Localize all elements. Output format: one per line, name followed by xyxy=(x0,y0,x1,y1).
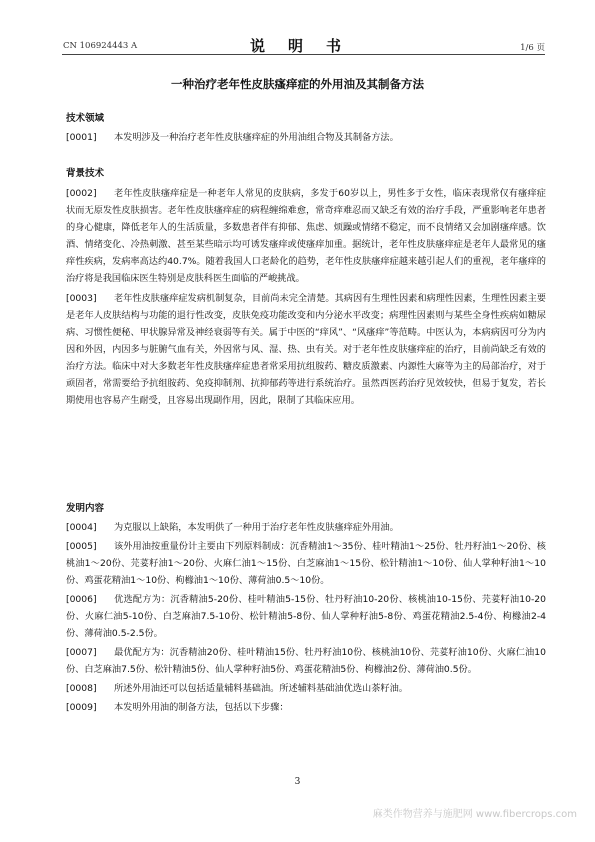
paragraph-number: [0006] xyxy=(66,594,97,605)
paragraph-text: 优选配方为：沉香精油5-20份、桂叶精油5-15份、牡丹籽油10-20份、核桃油10-15份、芫荽籽油10-20份、火麻仁油5-10份、白芝麻油7.5-10份、松针精油5-8份、仙人掌种籽油5-8份、鸡蛋花精油2.5-4份、枸橼油2-4份、薄荷油0.5-2.5份。 xyxy=(66,594,546,639)
document-title: 一种治疗老年性皮肤瘙痒症的外用油及其制备方法 xyxy=(171,77,424,91)
paragraph-number: [0009] xyxy=(66,702,97,713)
paragraph-number: [0001] xyxy=(66,132,97,143)
header-rule xyxy=(62,54,545,55)
paragraph-text: 本发明外用油的制备方法，包括以下步骤： xyxy=(114,702,289,713)
header-doc-number: CN 106924443 A xyxy=(63,41,138,51)
header-doc-type: 说 明 书 xyxy=(249,37,345,55)
paragraph-number: [0004] xyxy=(66,522,97,533)
page-number: 3 xyxy=(294,777,301,787)
paragraph-number: [0003] xyxy=(66,293,97,304)
paragraph-number: [0008] xyxy=(66,683,97,694)
section-background xyxy=(66,165,546,409)
section-invention xyxy=(66,500,546,716)
paragraph-text: 所述外用油还可以包括适量辅料基础油。所述辅料基础油优选山茶籽油。 xyxy=(114,683,408,694)
section-heading: 发明内容 xyxy=(66,503,105,514)
paragraph xyxy=(66,644,546,678)
section-field xyxy=(66,110,546,146)
paragraph xyxy=(66,519,546,536)
paragraph-text: 老年性皮肤瘙痒症是一种老年人常见的皮肤病，多发于60岁以上，男性多于女性，临床表现常仅有瘙痒症状而无原发性皮肤损害。老年性皮肤瘙痒症的病程缠绵难愈，常奇痒难忍而又缺乏有效的治疗手段，严重影响老年患者的身心健康，降低老年人的生活质量，多数患者伴有抑郁、焦虑、烦躁或情绪不稳定，而不良情绪又会加剧瘙痒感。饮酒、情绪变化、冷热刺激、甚至某些暗示均可诱发瘙痒或使瘙痒加重。据统计，老年性皮肤瘙痒症是老年人最常见的瘙痒性疾病，发病率高达约40.7%。随着我国人口老龄化的趋势，老年性皮肤瘙痒症越来越引起人们的重视，老年瘙痒的治疗将是我国临床医生特别是皮肤科医生面临的严峻挑战。 xyxy=(66,188,546,284)
paragraph-text: 最优配方为：沉香精油20份、桂叶精油15份、牡丹籽油10份、核桃油10份、芫荽籽油10份、火麻仁油10份、白芝麻油7.5份、松针精油5份、仙人掌种籽油5份、鸡蛋花精油5份、枸橼油2份、薄荷油0.5份。 xyxy=(66,647,546,675)
header-page-info: 1/6 页 xyxy=(520,43,545,53)
paragraph-text: 老年性皮肤瘙痒症发病机制复杂，目前尚未完全清楚。其病因有生理性因素和病理性因素，生理性因素主要是老年人皮肤结构与功能的退行性改变，皮肤免疫功能改变和内分泌水平改变；病理性因素则与某些全身性疾病如糖尿病、习惯性便秘、甲状腺异常及神经衰弱等有关。属于中医的“痒风”、“风瘙痒”等范畴。中医认为，本病病因可分为内因和外因，内因多与脏腑气血有关，外因常与风、湿、热、虫有关。对于老年性皮肤瘙痒症的治疗，目前尚缺乏有效的治疗方法。临床中对大多数老年性皮肤瘙痒症患者常采用抗组胺药、糖皮质激素、内源性大麻等为主的局部治疗，对于顽固者，常需要给予抗组胺药、免疫抑制剂、抗抑郁药等进行系统治疗。虽然西医药治疗见效较快，但易于复发，若长期使用也容易产生耐受，且容易出现副作用，因此，限制了其临床应用。 xyxy=(66,293,546,406)
paragraph-text: 为克服以上缺陷，本发明供了一种用于治疗老年性皮肤瘙痒症外用油。 xyxy=(114,522,399,533)
paragraph xyxy=(66,699,546,716)
paragraph-number: [0007] xyxy=(66,647,97,658)
section-heading: 技术领域 xyxy=(66,113,105,124)
paragraph xyxy=(66,290,546,409)
paragraph xyxy=(66,185,546,287)
paragraph-text: 本发明涉及一种治疗老年性皮肤瘙痒症的外用油组合物及其制备方法。 xyxy=(114,132,399,143)
paragraph xyxy=(66,680,546,697)
paragraph xyxy=(66,591,546,642)
paragraph-text: 该外用油按重量份计主要由下列原料制成：沉香精油1～35份、桂叶精油1～25份、牡丹籽油1～20份、核桃油1～20份、芫荽籽油1～20份、火麻仁油1～15份、白芝麻油1～15份、松针精油1～10份、仙人掌种籽油1～10份、鸡蛋花精油1～10份、枸橼油1～10份、薄荷油0.5～10份。 xyxy=(66,541,546,586)
paragraph xyxy=(66,538,546,589)
section-heading: 背景技术 xyxy=(66,168,105,179)
paragraph xyxy=(66,129,546,146)
watermark: 麻类作物营养与施肥网 www.fibercrops.com xyxy=(372,809,577,820)
paragraph-number: [0005] xyxy=(66,541,97,552)
paragraph-number: [0002] xyxy=(66,188,97,199)
